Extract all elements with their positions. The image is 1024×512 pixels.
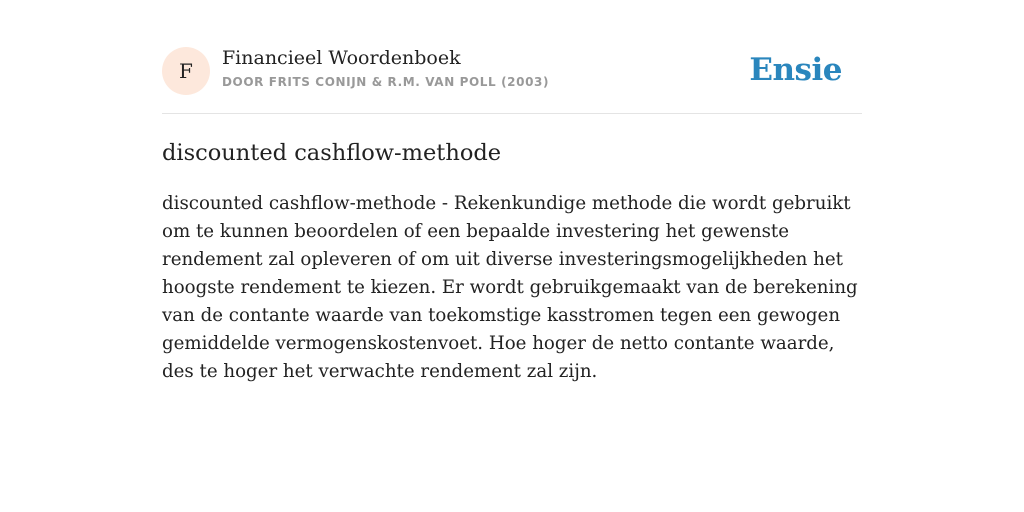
entry-card bbox=[162, 0, 862, 512]
ensie-logo[interactable]: Ensie bbox=[749, 52, 842, 88]
dictionary-title[interactable]: Financieel Woordenboek bbox=[222, 47, 461, 69]
dictionary-author: DOOR FRITS CONIJN & R.M. VAN POLL (2003) bbox=[222, 75, 550, 89]
dictionary-avatar: F bbox=[162, 47, 210, 95]
entry-definition: discounted cashflow-methode - Rekenkundige methode die wordt gebruikt om te kunnen beoordelen of een bepaalde investering het gewenste rendement zal opleveren of om uit diverse investeringsmogelijkheden het hoogste rendement te kiezen. Er wordt gebruikgemaakt van de berekening van de contante waarde van toekomstige kasstromen tegen een gewogen gemiddelde vermogenskostenvoet. Hoe hoger de netto contante waarde, des te hoger het verwachte rendement zal zijn. bbox=[162, 193, 858, 382]
header-divider bbox=[162, 113, 862, 114]
entry-term: discounted cashflow-methode bbox=[162, 140, 502, 166]
dictionary-header bbox=[162, 46, 862, 96]
